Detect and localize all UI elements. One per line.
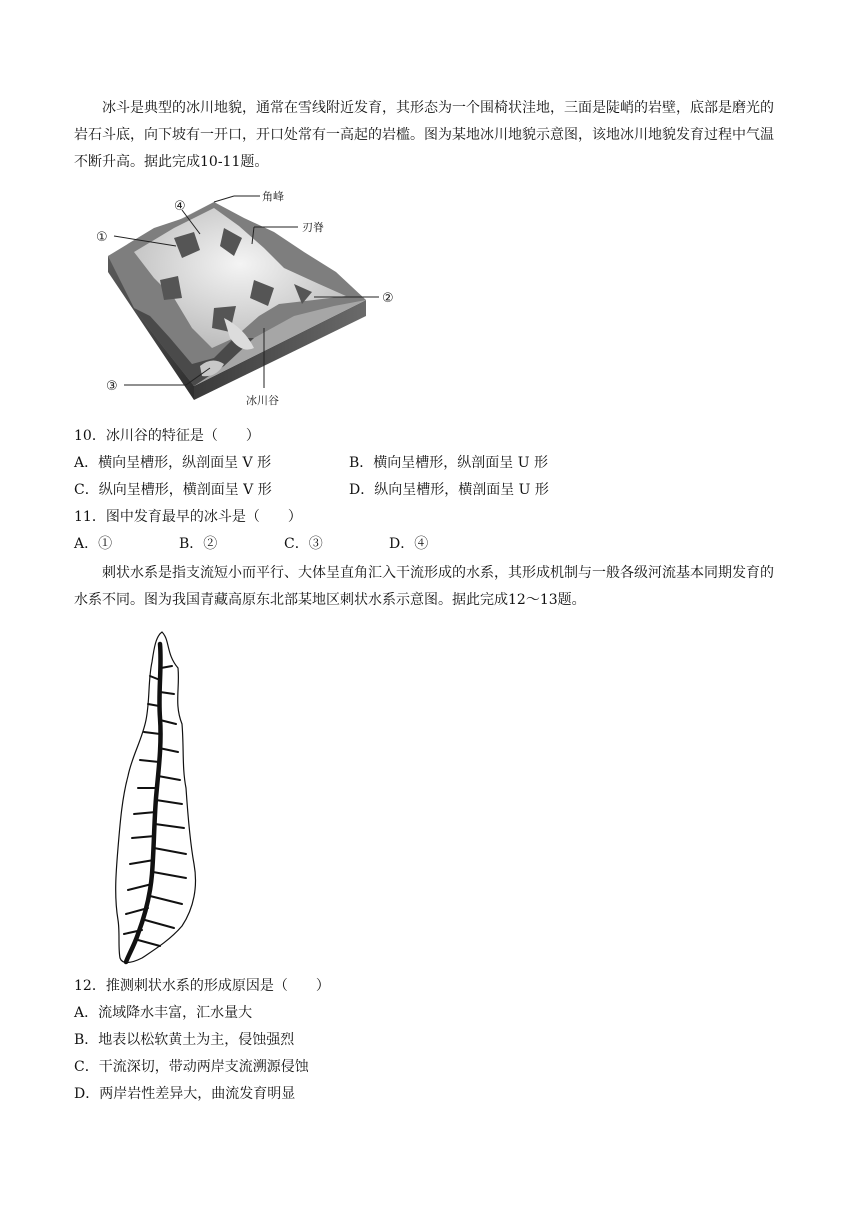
q10-option-c[interactable]: C．纵向呈槽形，横剖面呈 V 形 — [74, 482, 272, 498]
q12-option-a[interactable]: A．流域降水丰富，汇水量大 — [74, 1005, 253, 1021]
label-cirque-2: ② — [382, 291, 394, 306]
q12-option-b[interactable]: B．地表以松软黄土为主，侵蚀强烈 — [74, 1032, 295, 1048]
q10-option-a[interactable]: A．横向呈槽形，纵剖面呈 V 形 — [74, 455, 272, 471]
question-11-stem: 11．图中发育最早的冰斗是（ ） — [74, 509, 302, 525]
q11-option-a[interactable]: A．① — [74, 536, 113, 552]
label-cirque-1: ① — [96, 230, 108, 245]
q11-option-b[interactable]: B．② — [179, 536, 218, 552]
thorn-drainage-figure — [98, 628, 208, 968]
q11-option-c[interactable]: C．③ — [284, 536, 323, 552]
q12-option-d[interactable]: D．两岸岩性差异大，曲流发育明显 — [74, 1086, 296, 1102]
question-12-stem: 12．推测刺状水系的形成原因是（ ） — [74, 978, 330, 994]
q10-option-b[interactable]: B．横向呈槽形，纵剖面呈 U 形 — [349, 455, 548, 471]
label-cirque-3: ③ — [106, 379, 118, 394]
q10-option-d[interactable]: D．纵向呈槽形，横剖面呈 U 形 — [349, 482, 549, 498]
label-horn-peak: 角峰 — [262, 190, 284, 203]
glacier-landform-figure — [74, 188, 424, 416]
label-glacier-valley: 冰川谷 — [246, 394, 279, 407]
label-cirque-4: ④ — [174, 199, 186, 214]
label-arete: 刃脊 — [302, 221, 324, 234]
passage-glacier-cirque: 冰斗是典型的冰川地貌，通常在雪线附近发育，其形态为一个围椅状洼地，三面是陡峭的岩壁，底部是磨光的岩石斗底，向下坡有一开口，开口处常有一高起的岩槛。图为某地冰川地貌示意图，该地冰川地貌发育过程中气温不断升高。据此完成10-11题。 — [74, 100, 774, 170]
question-10-stem: 10．冰川谷的特征是（ ） — [74, 428, 260, 444]
passage-thorn-drainage: 刺状水系是指支流短小而平行、大体呈直角汇入干流形成的水系，其形成机制与一般各级河流基本同期发育的水系不同。图为我国青藏高原东北部某地区刺状水系示意图。据此完成12～13题。 — [74, 565, 774, 608]
q12-option-c[interactable]: C．干流深切，带动两岸支流溯源侵蚀 — [74, 1059, 309, 1075]
q11-option-d[interactable]: D．④ — [389, 536, 429, 552]
main-river — [126, 644, 161, 962]
